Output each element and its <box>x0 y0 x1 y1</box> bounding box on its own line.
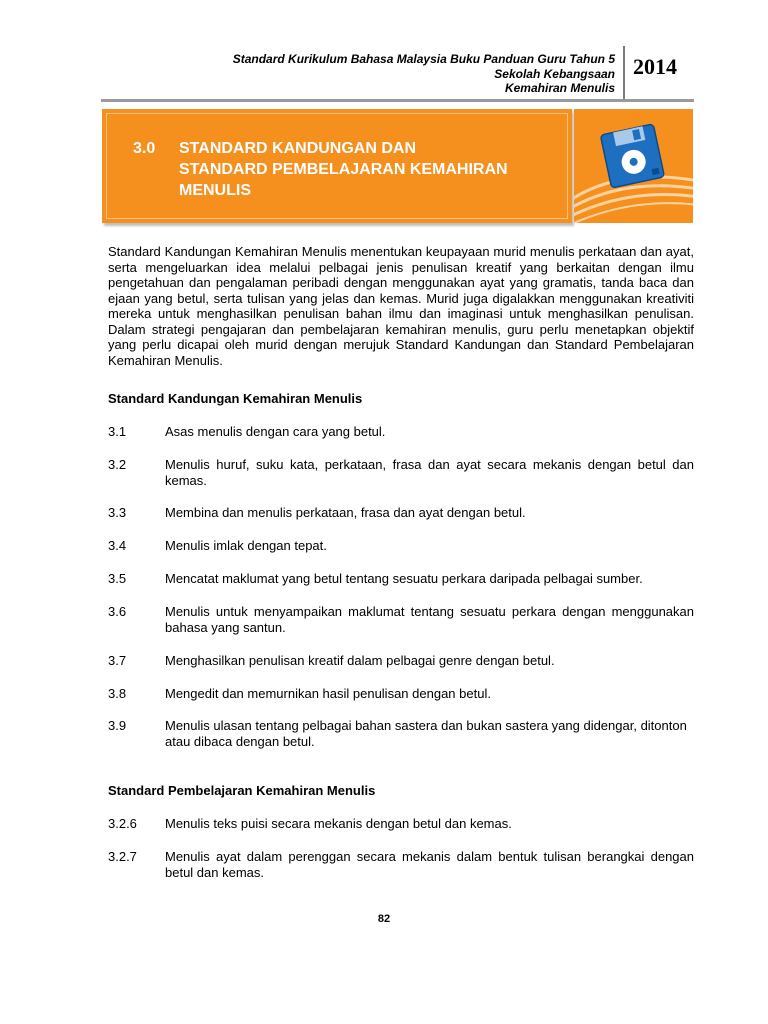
banner-image-panel <box>574 109 693 223</box>
content-standards-heading: Standard Kandungan Kemahiran Menulis <box>108 391 363 406</box>
section-title-line: MENULIS <box>179 182 251 199</box>
item-text: Membina dan menulis perkataan, frasa dan ayat dengan betul. <box>165 505 526 520</box>
floppy-disk-icon <box>574 109 693 223</box>
item-text: Menghasilkan penulisan kreatif dalam pelbagai genre dengan betul. <box>165 653 555 668</box>
running-header <box>233 52 615 96</box>
header-rule <box>101 99 694 102</box>
item-text: Menulis ulasan tentang pelbagai bahan sastera dan bukan sastera yang didengar, ditonton atau dibaca dengan betul. <box>165 718 687 749</box>
item-text: Mencatat maklumat yang betul tentang sesuatu perkara daripada pelbagai sumber. <box>165 571 643 586</box>
section-title-line: STANDARD PEMBELAJARAN KEMAHIRAN <box>179 161 508 178</box>
page-number: 82 <box>377 913 391 925</box>
header-line-title: Standard Kurikulum Bahasa Malaysia Buku Panduan Guru Tahun 5 <box>232 52 615 66</box>
item-text: Menulis teks puisi secara mekanis dengan betul dan kemas. <box>165 816 512 831</box>
section-title-line: STANDARD KANDUNGAN DAN <box>179 140 417 157</box>
item-number: 3.1 <box>108 424 127 439</box>
item-number: 3.3 <box>108 505 127 520</box>
item-text: Menulis ayat dalam perenggan secara mekanis dalam bentuk tulisan berangkai dengan betul dan kemas. <box>165 849 694 880</box>
header-year: 2014 <box>633 54 677 79</box>
item-number: 3.7 <box>108 653 127 668</box>
header-line-skill: Kemahiran Menulis <box>504 81 615 95</box>
section-title-text <box>179 138 508 201</box>
item-text: Asas menulis dengan cara yang betul. <box>165 424 386 439</box>
item-number: 3.8 <box>108 686 127 701</box>
header-divider <box>623 46 625 101</box>
item-number: 3.5 <box>108 571 127 586</box>
item-number: 3.6 <box>108 604 127 619</box>
item-text: Menulis untuk menyampaikan maklumat tentang sesuatu perkara dengan menggunakan bahasa yang santun. <box>165 604 694 635</box>
intro-paragraph: Standard Kandungan Kemahiran Menulis menentukan keupayaan murid menulis perkataan dan ayat, serta mengeluarkan idea melalui pelbagai jenis penulisan kreatif yang berkaitan dengan ilmu pengetahuan dan pengalaman peribadi dengan menggunakan ayat yang gramatis, tanda baca dan ejaan yang betul, serta tulisan yang jelas dan kemas. Murid juga digalakkan menggunakan kreativiti mereka untuk menghasilkan penulisan bahan ilmu dan imaginasi untuk menghasilkan penulisan. Dalam strategi pengajaran dan pembelajaran kemahiran menulis, guru perlu menetapkan objektif yang perlu dicapai oleh murid dengan merujuk Standard Kandungan dan Standard Pembelajaran Kemahiran Menulis. <box>108 244 694 368</box>
item-text: Mengedit dan memurnikan hasil penulisan dengan betul. <box>165 686 491 701</box>
item-number: 3.2.6 <box>108 816 137 831</box>
learning-standards-heading: Standard Pembelajaran Kemahiran Menulis <box>108 783 376 798</box>
item-text: Menulis imlak dengan tepat. <box>165 538 327 553</box>
item-number: 3.4 <box>108 538 127 553</box>
item-number: 3.2 <box>108 457 127 472</box>
item-number: 3.2.7 <box>108 849 137 864</box>
section-number: 3.0 <box>133 140 156 157</box>
header-line-school: Sekolah Kebangsaan <box>494 66 615 81</box>
item-text: Menulis huruf, suku kata, perkataan, frasa dan ayat secara mekanis dengan betul dan kemas. <box>165 457 694 488</box>
item-number: 3.9 <box>108 718 127 733</box>
